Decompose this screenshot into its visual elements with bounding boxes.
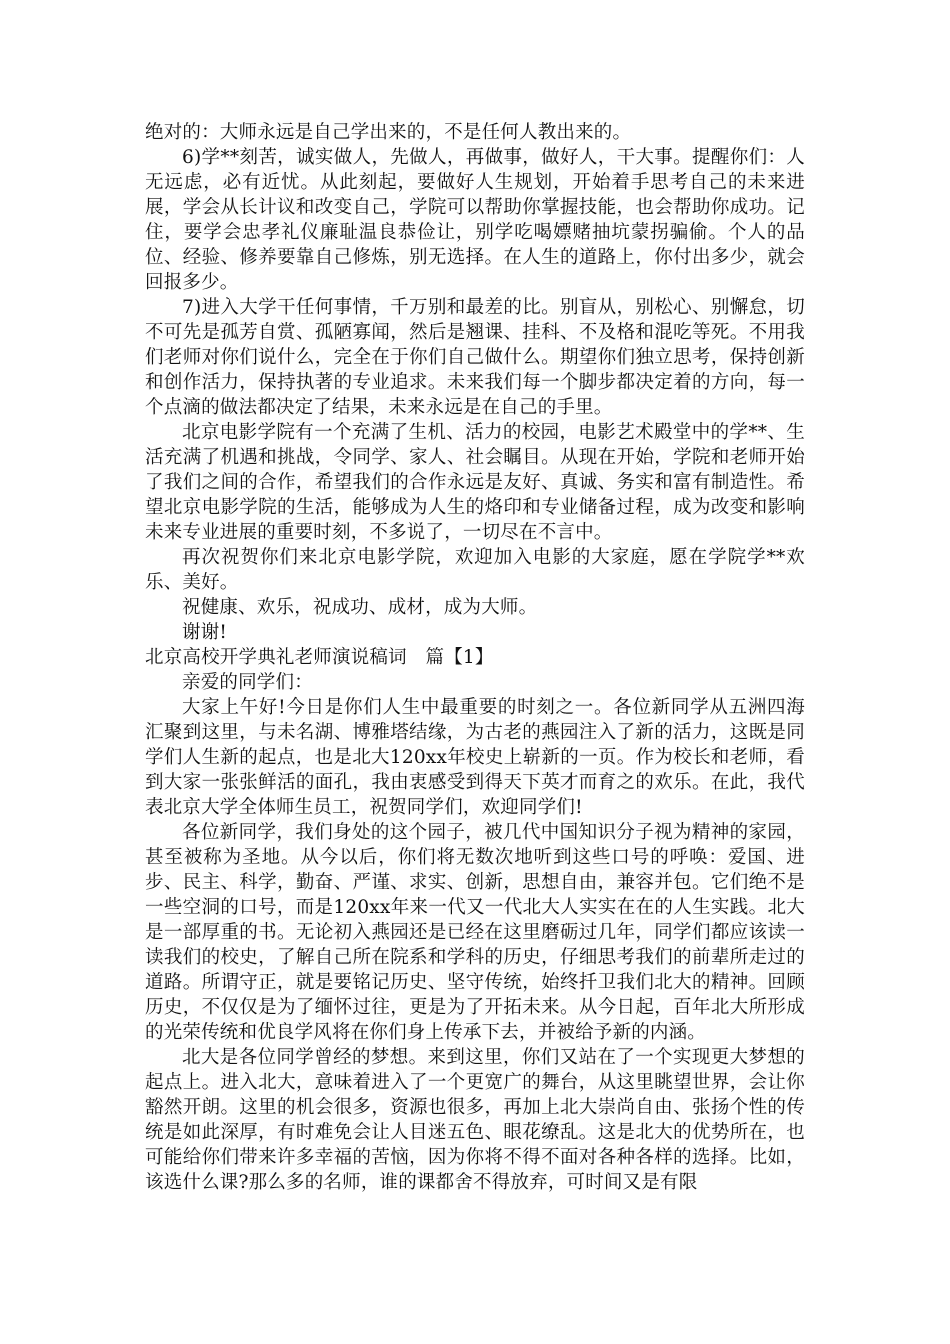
paragraph: 北京电影学院有一个充满了生机、活力的校园，电影艺术殿堂中的学**、生活充满了机遇和挑战，令同学、家人、社会瞩目。从现在开始，学院和老师开始了我们之间的合作，希望我们的合作永远是友好、真诚、务实和富有制造性。希望北京电影学院的生活，能够成为人生的烙印和专业储备过程，成为改变和影响未来专业进展的重要时刻，不多说了，一切尽在不言中。 [145,422,805,543]
paragraph: 谢谢! [182,622,228,643]
paragraph: 再次祝贺你们来北京电影学院，欢迎加入电影的大家庭，愿在学院学**欢乐、美好。 [145,547,805,593]
salutation: 亲爱的同学们： [182,672,313,693]
paragraph: 7)进入大学干任何事情，千万别和最差的比。别盲从，别松心、别懈怠，切不可先是孤芳自赏、孤陋寡闻，然后是翘课、挂科、不及格和混吃等死。不用我们老师对你们说什么，完全在于你们自己做什么。期望你们独立思考，保持创新和创作活力，保持执著的专业追求。未来我们每一个脚步都决定着的方向，每一个点滴的做法都决定了结果，未来永远是在自己的手里。 [145,297,805,418]
section-heading: 北京高校开学典礼老师演说稿词 篇【1】 [145,647,494,668]
paragraph: 6)学**刻苦，诚实做人，先做人，再做事，做好人，干大事。提醒你们：人无远虑，必有近忧。从此刻起，要做好人生规划，开始着手思考自己的未来进展，学会从长计议和改变自己，学院可以帮助你掌握技能，也会帮助你成功。记住，要学会忠孝礼仪廉耻温良恭俭让，别学吃喝嫖赌抽坑蒙拐骗偷。个人的品位、经验、修养要靠自己修炼，别无选择。在人生的道路上，你付出多少，就会回报多少。 [145,147,805,293]
paragraph: 大家上午好!今日是你们人生中最重要的时刻之一。各位新同学从五洲四海汇聚到这里，与未名湖、博雅塔结缘，为古老的燕园注入了新的活力，这既是同学们人生新的起点，也是北大120xx年校史上崭新的一页。作为校长和老师，看到大家一张张鲜活的面孔，我由衷感受到得天下英才而育之的欢乐。在此，我代表北京大学全体师生员工，祝贺同学们，欢迎同学们! [145,697,805,818]
paragraph: 祝健康、欢乐，祝成功、成材，成为大师。 [182,597,538,618]
paragraph: 北大是各位同学曾经的梦想。来到这里，你们又站在了一个实现更大梦想的起点上。进入北大，意味着进入了一个更宽广的舞台，从这里眺望世界，会让你豁然开朗。这里的机会很多，资源也很多，再加上北大崇尚自由、张扬个性的传统是如此深厚，有时难免会让人目迷五色、眼花缭乱。这是北大的优势所在，也可能给你们带来许多幸福的苦恼，因为你将不得不面对各种各样的选择。比如，该选什么课?那么多的名师，谁的课都舍不得放弃，可时间又是有限 [145,1047,805,1193]
paragraph: 绝对的：大师永远是自己学出来的，不是任何人教出来的。 [145,122,632,143]
document-page [145,120,805,1195]
paragraph: 各位新同学，我们身处的这个园子，被几代中国知识分子视为精神的家园，甚至被称为圣地。从今以后，你们将无数次地听到这些口号的呼唤：爱国、进步、民主、科学，勤奋、严谨、求实、创新，思想自由，兼容并包。它们绝不是一些空洞的口号，而是120xx年来一代又一代北大人实实在在的人生实践。北大是一部厚重的书。无论初入燕园还是已经在这里磨砺过几年，同学们都应该读一读我们的校史，了解自己所在院系和学科的历史，仔细思考我们的前辈所走过的道路。所谓守正，就是要铭记历史、坚守传统，始终扦卫我们北大的精神。回顾历史，不仅仅是为了缅怀过往，更是为了开拓未来。从今日起，百年北大所形成的光荣传统和优良学风将在你们身上传承下去，并被给予新的内涵。 [145,822,805,1043]
